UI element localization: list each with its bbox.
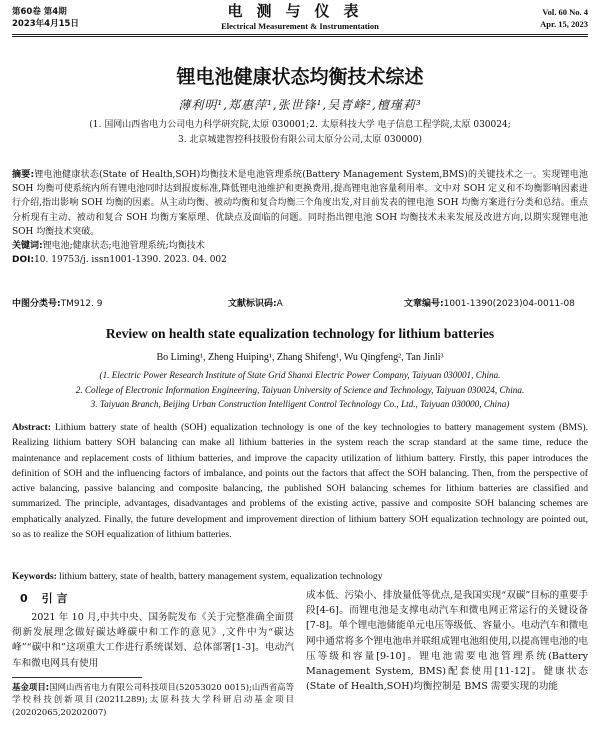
journal-name [0,3,600,32]
affiliations-en [10,368,590,412]
title-en: Review on health state equalization technology for lithium batteries [105,326,495,341]
doi-text: 10. 19753/j. issn1001-1390. 2023. 04. 002 [34,255,227,266]
intro-paragraph: 2021 年 10 月,中共中央、国务院发布《关于完整准确全面贯彻新发展理念做好碳达峰碳中和工作的意见》,文件中为“碳达峰”“碳中和”这项重大工作进行系统谋划、总体部署[1-3]。电动汽车和微电网具有使用 [12,612,294,669]
date-cn: 2023年4月15日 [12,19,79,29]
authors-cn: 薄利明¹,郑惠萍¹,张世锋¹,吴青峰²,檀瑾莉³ [178,98,422,112]
doi-label: DOI: [12,255,35,266]
section-title: 引 言 [41,592,68,605]
section-number: 0 [20,592,28,605]
body-column-right [306,588,588,694]
affiliation-cn-line: (1. 国网山西省电力公司电力科学研究院,太原 030001;2. 太原科技大学 电子信息工程学院,太原 030024; [89,120,511,130]
journal-name-cn: 电测与仪表 [227,2,373,20]
affiliation-en-line: (1. Electric Power Research Institute of State Grid Shanxi Electric Power Company, Taiyuan 030001, China. [99,370,501,380]
authors-en: Bo Liming¹, Zheng Huiping¹, Zhang Shifeng¹, Wu Qingfeng², Tan Jinli³ [156,352,444,363]
intro-paragraph-continued: 成本低、污染小、排放量低等优点,是我国实现“双碳”目标的重要手段[4-6]。而锂电池是支撑电动汽车和微电网正常运行的关键设备[7-8]。单个锂电池储能单元电压等级低、容量小。电动汽车和微电网中通常将多个锂电池串并联组成锂电池组使用,以提高锂电池的电压等级和容量[9-10]。锂电池需要电池管理系统(Battery Management System, BMS)配套使用[11-12]。健康状态(State of Health,SOH)均衡控制是 BMS 需要实现的功能 [306,590,588,693]
header-rule-thin [12,36,588,37]
document-code: 文献标识码:A [228,299,283,309]
affiliation-en-line: 2. College of Electronic Information Engineering, Taiyuan University of Science and Technology, Taiyuan 030024, China. [75,384,525,395]
footnote-rule [12,677,142,678]
funding-text: 国网山西省电力有限公司科技项目(52053020 0015);山西省高等学校科技创新项目(2021L289);太原科技大学科研启动基金项目(20202065,20202007) [12,681,294,717]
body-column-left [12,588,294,718]
abstract-en-label: Abstract: [12,422,51,433]
abstract-en-text: Lithium battery state of health (SOH) equalization technology is one of the key technologies to battery management system (BMS). Realizing lithium battery SOH balancing can make all lithium batteries in the system reach the scrap standard at the same time, reduce the maintenance and replacement costs of lithium batteries, and improve the capacity utilization of lithium battery. Firstly, this paper introduces the definition of SOH and the influencing factors of imbalance, and points out the factors that affect the SOH balancing. Then, from the perspective of active balancing, passive balancing and composite balancing, the published SOH balancing schemes for lithium batteries are classified and summarized. The principle, advantages, disadvantages and problems of the existing active, passive and composite SOH balancing schemes are emphatically analyzed. Finally, the future development and improvement direction of lithium battery SOH equalization technology are pointed out, so as to realize the SOH equalization of lithium batteries. [12,422,588,541]
keywords-cn-label: 关键词: [12,241,43,252]
title-cn: 锂电池健康状态均衡技术综述 [176,66,424,88]
keywords-en-label: Keywords: [12,571,57,582]
keywords-en [12,571,588,582]
article-number: 文章编号:1001-1390(2023)04-0011-08 [404,299,575,309]
funding-note [12,681,294,719]
volume-cn: 第60卷 第4期 [12,7,67,17]
keywords-cn-text: 锂电池;健康状态;电池管理系统;均衡技术 [42,241,205,252]
abstract-cn-label: 摘要: [12,170,35,180]
keywords-en-text: lithium battery, state of health, battery management system, equalization technology [59,571,383,582]
affiliation-cn-line: 3. 北京城建智控科技股份有限公司太原分公司,太原 030000) [177,135,423,145]
abstract-cn [12,168,588,267]
date-en: Apr. 15, 2023 [540,19,588,29]
abstract-cn-text: 锂电池健康状态(State of Health,SOH)均衡技术是电池管理系统(Battery Management System,BMS)的关键技术之一。实现锂电池 SOH 均衡可使系统内所有锂电池同时达到报废标准,降低锂电池维护和更换费用,提高锂电池容量利用率。文中对 SOH 定义和不均衡影响因素进行介绍,指出影响 SOH 均衡的因素。从主动均衡、被动均衡和复合均衡三个角度出发,对目前发表的锂电池 SOH 均衡方案进行分类和总结。重点分析现有主动、被动和复合 SOH 均衡方案原理、优缺点及面临的问题。同时指出锂电池 SOH 均衡技术未来发展及改进方向,以期实现锂电池 SOH 均衡技术突破。 [12,170,588,237]
journal-name-en: Electrical Measurement & Instrumentation [221,21,379,31]
running-header [0,0,600,34]
abstract-en [12,420,588,542]
volume-en: Vol. 60 No. 4 [542,7,588,17]
header-right [540,6,588,30]
section-heading [20,590,294,606]
funding-label: 基金项目: [12,681,50,692]
affiliation-en-line: 3. Taiyuan Branch, Beijing Urban Construction Intelligent Control Technology Co., Ltd., Taiyuan 030000, China) [90,399,510,409]
header-rule [12,34,588,35]
affiliations-cn [20,118,580,148]
clc-number: 中图分类号:TM912. 9 [12,299,103,309]
